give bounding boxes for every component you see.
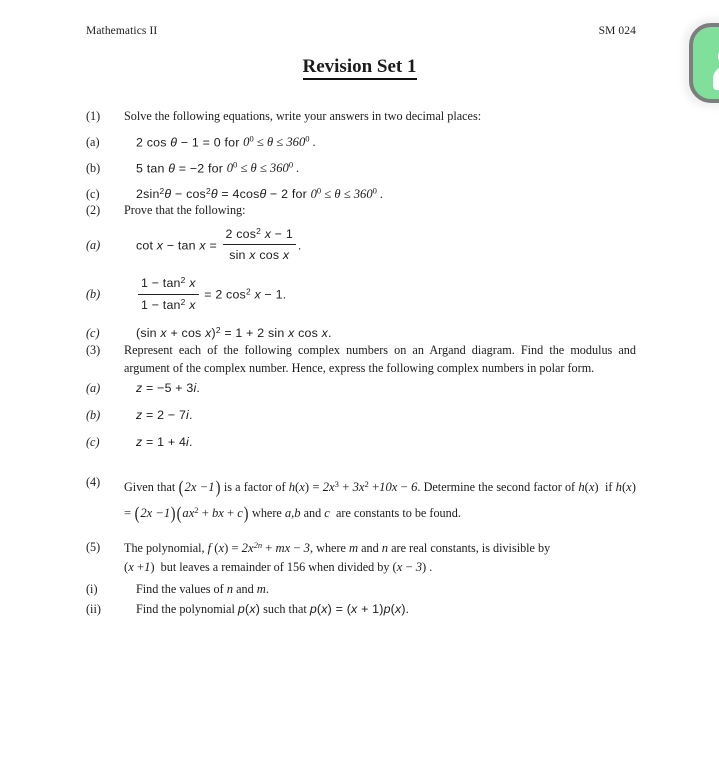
user-avatar-widget[interactable] bbox=[689, 23, 719, 103]
person-icon-body bbox=[713, 66, 719, 90]
question-2-item-b bbox=[86, 275, 636, 315]
question-5-body: The polynomial, f $(x) = 2x^{2n}$ + mx − 3, where m and n are real constants, is divisible by (x +1) but leaves a remainder of 156 when divided by (x − 3) . bbox=[124, 540, 551, 574]
item-label: (b) bbox=[86, 287, 101, 302]
item-content: $2\sin^2\theta - \cos^2\theta = 4\cos\theta - 2$ for $0^0 \le \theta \le 360^0$ . bbox=[136, 186, 384, 202]
item-label: (c) bbox=[86, 187, 100, 202]
item-label: (a) bbox=[86, 238, 101, 253]
question-2-item-a bbox=[86, 226, 636, 266]
question-3-stem: Represent each of the following complex numbers on an Argand diagram. Find the modulus and argument of the complex number. Hence, express the following complex numbers in polar form. bbox=[124, 343, 636, 375]
item-content: z = 2 − 7i. bbox=[136, 407, 193, 422]
fraction: $\frac{2 \cos^2 x - 1}{\text{sin x cos x}}$ bbox=[223, 225, 296, 265]
question-3-number: (3) bbox=[86, 343, 101, 357]
question-3-item-c bbox=[86, 433, 636, 452]
item-label: (c) bbox=[86, 434, 100, 449]
question-1-stem: Solve the following equations, write your answers in two decimal places: bbox=[124, 109, 482, 123]
item-content: $\frac{1 - \tan^2 x}{1 - \tan^2 x}$ = 2 $\cos^2 x - 1$. bbox=[136, 275, 636, 315]
question-2-item-c bbox=[86, 324, 636, 343]
fraction: $\frac{1 - \tan^2 x}{1 - \tan^2 x}$ bbox=[138, 274, 199, 314]
question-1-number: (1) bbox=[86, 109, 101, 123]
item-label: (c) bbox=[86, 326, 100, 341]
item-content: 2 cos θ − 1 = 0 for $0^0 \le \theta \le 360^0$ . bbox=[136, 133, 316, 149]
question-5 bbox=[86, 539, 636, 619]
item-content: cot x − tan x = $\frac{2 \cos^2 x - 1}{\text{sin x cos x}}$ . bbox=[136, 226, 636, 266]
person-icon bbox=[715, 49, 719, 89]
item-content: Find the polynomial p(x) such that p(x) = (x + 1)p(x). bbox=[136, 602, 409, 617]
item-content: z = −5 + 3i. bbox=[136, 381, 201, 396]
question-3 bbox=[86, 342, 636, 451]
question-1-item-b bbox=[86, 159, 636, 178]
question-4 bbox=[86, 474, 636, 527]
question-3-item-b bbox=[86, 406, 636, 425]
item-label: (a) bbox=[86, 134, 100, 149]
question-4-body: Given that (2x −1) is a factor of $h(x) = 2x^3 + 3x^2 +10x - 6$. Determine the second factor of h(x) if $h(x) = (2x -1)(ax^2$ + bx + c) where a,b and c are constants to be found. bbox=[124, 477, 636, 524]
question-5-number: (5) bbox=[86, 540, 101, 554]
question-4-number: (4) bbox=[86, 475, 101, 489]
item-label: (ii) bbox=[86, 602, 101, 617]
item-label: (i) bbox=[86, 582, 98, 597]
question-2 bbox=[86, 202, 636, 343]
item-label: (b) bbox=[86, 407, 101, 422]
question-5-item-i bbox=[86, 580, 636, 599]
header-subject: Mathematics II bbox=[86, 25, 158, 37]
item-content: Find the values of n and m. bbox=[136, 582, 269, 597]
item-content: z = 1 + 4i. bbox=[136, 434, 193, 449]
question-1-item-a bbox=[86, 133, 636, 152]
item-content: (sin x + cos x)$^2$ = 1 + 2 sin x cos x. bbox=[136, 325, 332, 341]
question-2-number: (2) bbox=[86, 203, 101, 217]
question-5-item-ii bbox=[86, 600, 636, 619]
question-2-stem: Prove that the following: bbox=[124, 203, 246, 217]
page-title-text: Revision Set 1 bbox=[303, 56, 417, 80]
question-3-item-a bbox=[86, 379, 636, 398]
question-1 bbox=[86, 108, 636, 204]
page-title bbox=[0, 56, 719, 78]
page-header bbox=[86, 25, 636, 37]
item-label: (a) bbox=[86, 381, 101, 396]
item-label: (b) bbox=[86, 161, 101, 176]
item-content: 5 tan θ = −2 for $0^0 \le \theta \le 360^0$ . bbox=[136, 159, 300, 176]
header-course-code: SM 024 bbox=[598, 25, 636, 37]
